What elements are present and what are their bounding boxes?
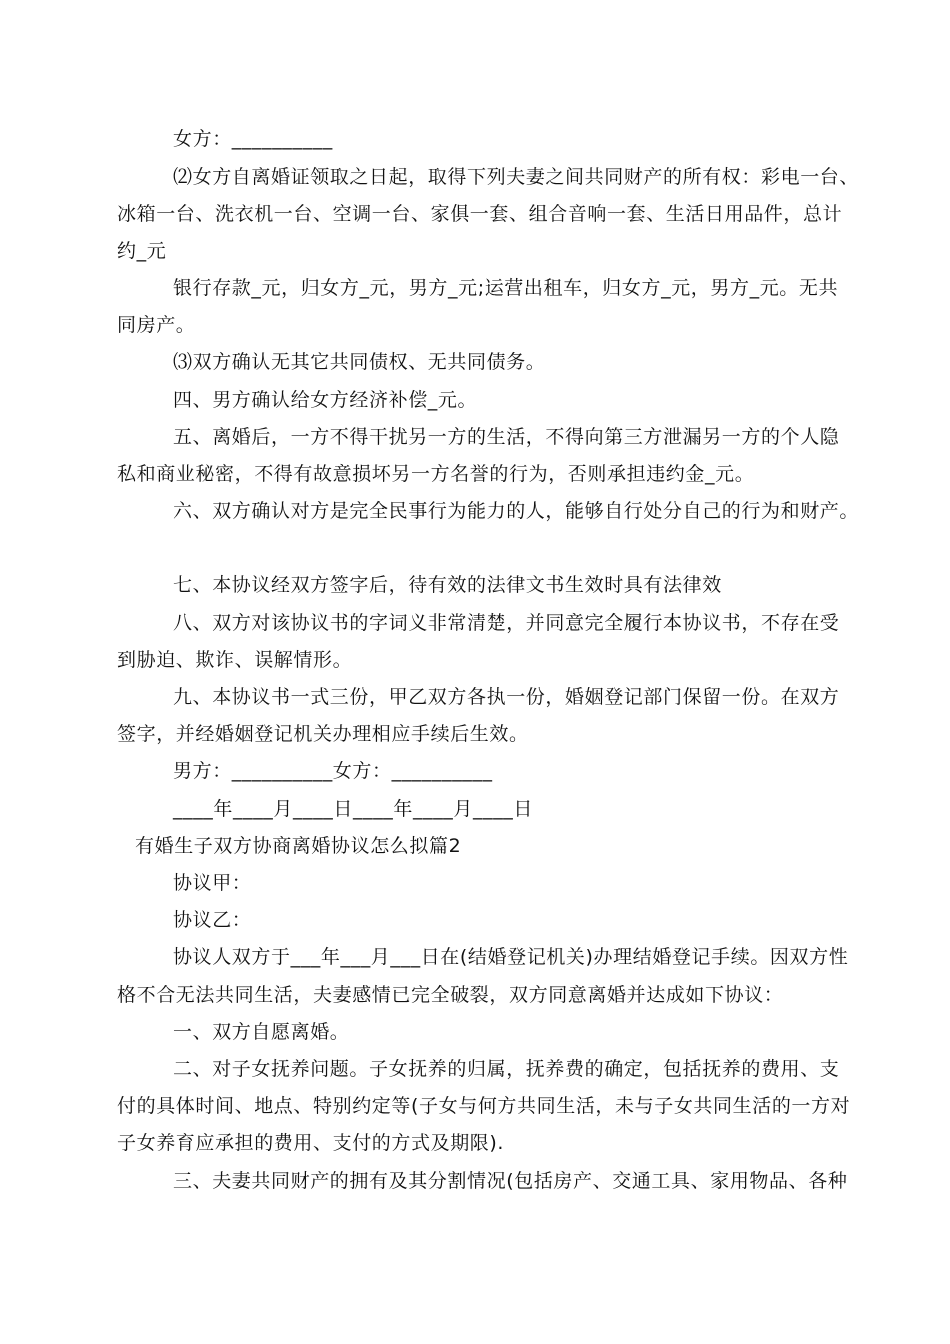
- article-title: 有婚生子双方协商离婚协议怎么拟篇2: [135, 835, 462, 857]
- section-5-line-1: 五、离婚后，一方不得干扰另一方的生活，不得向第三方泄漏另一方的个人隐: [173, 426, 840, 448]
- clause-2-line-2: 冰箱一台、洗衣机一台、空调一台、家俱一套、组合音响一套、生活日用品件，总计: [117, 203, 843, 225]
- signature-line: 男方：__________女方：__________: [173, 760, 493, 782]
- preamble-line-1: 协议人双方于___年___月___日在(结婚登记机关)办理结婚登记手续。因双方性: [173, 946, 849, 968]
- article-1-line: 一、双方自愿离婚。: [173, 1021, 350, 1043]
- date-line: ____年____月____日____年____月____日: [173, 798, 534, 820]
- section-4-line: 四、男方确认给女方经济补偿_元。: [173, 389, 478, 411]
- clause-2-line-3: 约_元: [117, 240, 167, 262]
- article-2-line-2: 付的具体时间、地点、特别约定等(子女与何方共同生活，未与子女共同生活的一方对: [117, 1095, 851, 1117]
- article-2-line-1: 二、对子女抚养问题。子女抚养的归属，抚养费的确定，包括抚养的费用、支: [173, 1058, 840, 1080]
- section-5-line-2: 私和商业秘密，不得有故意损坏另一方名誉的行为，否则承担违约金_元。: [117, 463, 755, 485]
- section-9-line-1: 九、本协议书一式三份，甲乙双方各执一份，婚姻登记部门保留一份。在双方: [173, 686, 840, 708]
- bank-deposit-line-1: 银行存款_元，归女方_元，男方_元;运营出租车，归女方_元，男方_元。无共: [173, 277, 839, 299]
- clause-2-line-1: ⑵女方自离婚证领取之日起，取得下列夫妻之间共同财产的所有权：彩电一台、: [173, 166, 860, 188]
- section-8-line-1: 八、双方对该协议书的字词义非常清楚，并同意完全履行本协议书，不存在受: [173, 612, 840, 634]
- section-6-line: 六、双方确认对方是完全民事行为能力的人，能够自行处分自己的行为和财产。: [173, 500, 860, 522]
- article-3-line-1: 三、夫妻共同财产的拥有及其分割情况(包括房产、交通工具、家用物品、各种: [173, 1170, 848, 1192]
- bank-deposit-line-2: 同房产。: [117, 314, 196, 336]
- section-9-line-2: 签字，并经婚姻登记机关办理相应手续后生效。: [117, 723, 529, 745]
- section-7-line: 七、本协议经双方签字后，待有效的法律文书生效时具有法律效: [173, 574, 722, 596]
- article-2-line-3: 子女养育应承担的费用、支付的方式及期限).: [117, 1132, 505, 1154]
- party-a-line: 协议甲：: [173, 872, 252, 894]
- preamble-line-2: 格不合无法共同生活，夫妻感情已完全破裂，双方同意离婚并达成如下协议：: [117, 984, 784, 1006]
- party-b-line: 协议乙：: [173, 909, 252, 931]
- wife-signature-line: 女方：__________: [173, 128, 333, 150]
- clause-3-line: ⑶双方确认无其它共同债权、无共同债务。: [173, 351, 546, 373]
- section-8-line-2: 到胁迫、欺诈、误解情形。: [117, 649, 353, 671]
